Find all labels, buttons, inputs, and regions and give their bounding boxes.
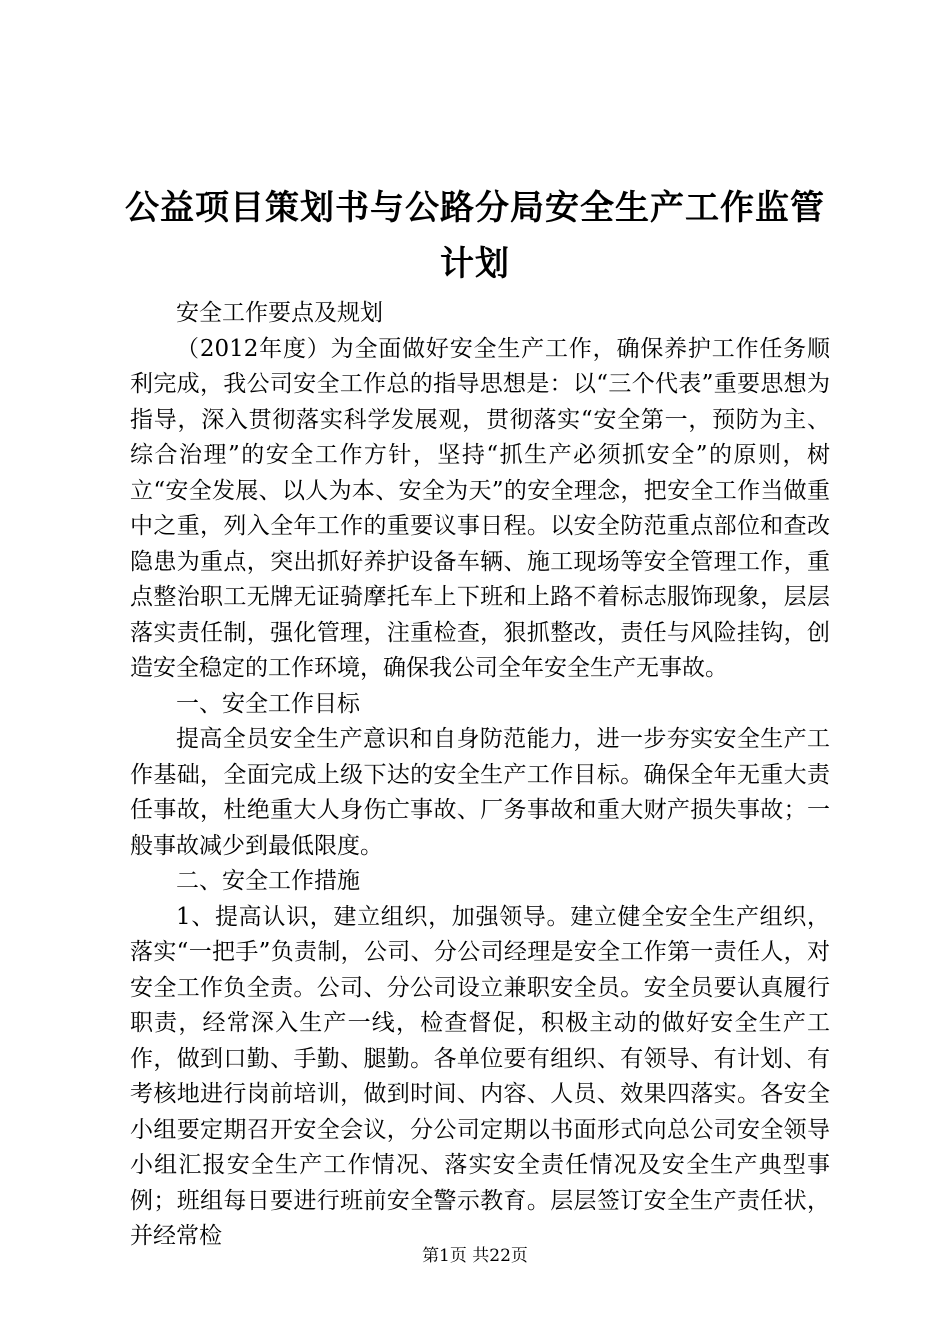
document-body xyxy=(130,296,830,1255)
section-heading: 二、安全工作措施 xyxy=(176,868,360,894)
section-heading: 一、安全工作目标 xyxy=(176,690,360,717)
page-number: 第1页 xyxy=(422,1246,467,1266)
body-paragraph: 提高全员安全生产意识和自身防范能力，进一步夯实安全生产工作基础，全面完成上级下达的安全生产工作目标。确保全年无重大责任事故，杜绝重大人身伤亡事故、厂务事故和重大财产损失事故；一般事故减少到最低限度。 xyxy=(130,726,830,859)
body-paragraph: （2012年度）为全面做好安全生产工作，确保养护工作任务顺利完成，我公司安全工作总的指导思想是：以“三个代表”重要思想为指导，深入贯彻落实科学发展观，贯彻落实“安全第一，预防为主、综合治理”的安全工作方针，坚持“抓生产必须抓安全”的原则，树立“安全发展、以人为本、安全为天”的安全理念，把安全工作当做重中之重，列入全年工作的重要议事日程。以安全防范重点部位和查改隐患为重点，突出抓好养护设备车辆、施工现场等安全管理工作，重点整治职工无牌无证骑摩托车上下班和上路不着标志服饰现象，层层落实责任制，强化管理，注重检查，狠抓整改，责任与风险挂钩，创造安全稳定的工作环境，确保我公司全年安全生产无事故。 xyxy=(130,335,830,681)
body-paragraph: 1、提高认识，建立组织，加强领导。建立健全安全生产组织，落实“一把手”负责制，公司、分公司经理是安全工作第一责任人，对安全工作负全责。公司、分公司设立兼职安全员。安全员要认真履行职责，经常深入生产一线，检查督促，积极主动的做好安全生产工作，做到口勤、手勤、腿勤。各单位要有组织、有领导、有计划、有考核地进行岗前培训，做到时间、内容、人员、效果四落实。各安全小组要定期召开安全会议，分公司定期以书面形式向总公司安全领导小组汇报安全生产工作情况、落实安全责任情况及安全生产典型事例；班组每日要进行班前安全警示教育。层层签订安全生产责任状，并经常检 xyxy=(130,903,830,1249)
page-footer xyxy=(0,1244,950,1268)
document-title: 公益项目策划书与公路分局安全生产工作监管计划 xyxy=(125,188,825,284)
page-total: 共22页 xyxy=(472,1246,528,1266)
section-heading: 安全工作要点及规划 xyxy=(176,300,383,326)
